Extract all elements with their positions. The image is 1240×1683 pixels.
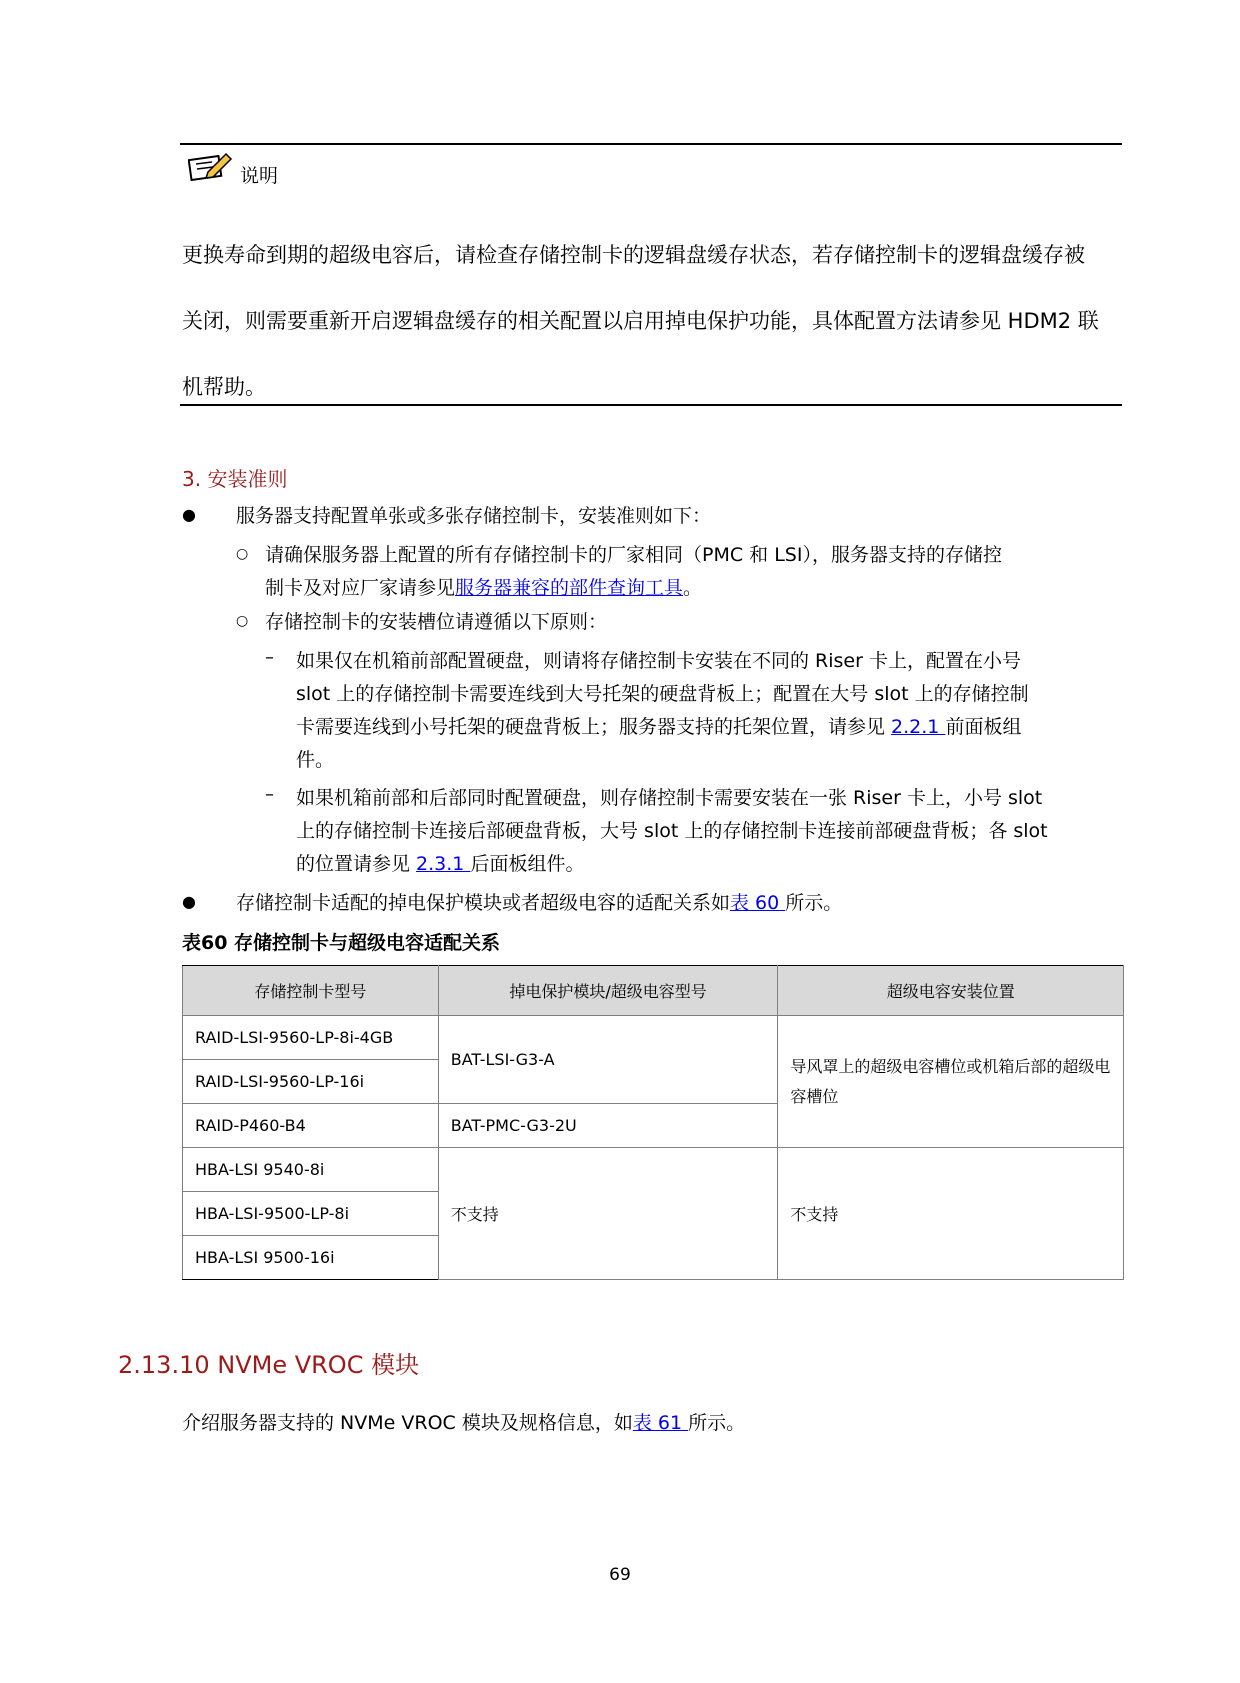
subsection-heading: 2.13.10 NVMe VROC 模块 <box>118 1351 420 1379</box>
intro-paragraph <box>182 1408 745 1435</box>
sub-bullet-circle-icon: ○ <box>236 546 249 562</box>
note-body <box>182 222 1124 420</box>
text-span: 存储控制卡适配的掉电保护模块或者超级电容的适配关系如 <box>236 892 731 914</box>
text-span: 前面板组 <box>945 716 1022 738</box>
bullet-dot-icon: ● <box>182 505 196 524</box>
table-cell: BAT-PMC-G3-2U <box>438 1104 778 1148</box>
dash-text: 上的存储控制卡连接后部硬盘背板，大号 slot 上的存储控制卡连接前部硬盘背板；各 slot <box>296 820 1048 842</box>
text-span: 后面板组件。 <box>470 853 585 875</box>
text-span: 。 <box>683 577 703 599</box>
text-span: 卡需要连线到小号托架的硬盘背板上；服务器支持的托架位置，请参见 <box>296 716 892 738</box>
note-pencil-icon <box>188 150 234 182</box>
dash-text: slot 上的存储控制卡需要连线到大号托架的硬盘背板上；配置在大号 slot 上的存储控制 <box>296 683 1029 705</box>
dash-text: 如果仅在机箱前部配置硬盘，则请将存储控制卡安装在不同的 Riser 卡上，配置在小号 <box>296 650 1021 672</box>
bullet-dot-icon: ● <box>182 892 196 911</box>
table-header: 掉电保护模块/超级电容型号 <box>438 966 778 1016</box>
table-cell: 不支持 <box>438 1148 778 1280</box>
dash-text <box>296 848 584 881</box>
table-cell: HBA-LSI 9500-16i <box>183 1236 439 1280</box>
table-cell: 不支持 <box>778 1148 1124 1280</box>
text-span: 制卡及对应厂家请参见 <box>265 577 456 599</box>
bullet-text: 服务器支持配置单张或多张存储控制卡，安装准则如下： <box>236 505 712 527</box>
bullet-text <box>236 887 842 920</box>
dash-icon: – <box>265 784 274 805</box>
text-span: 的位置请参见 <box>296 853 417 875</box>
table-row <box>183 1016 1124 1060</box>
dash-text: 如果机箱前部和后部同时配置硬盘，则存储控制卡需要安装在一张 Riser 卡上，小号 slot <box>296 787 1043 809</box>
note-line: 关闭，则需要重新开启逻辑盘缓存的相关配置以启用掉电保护功能，具体配置方法请参见 HDM2 联 <box>182 309 1099 333</box>
table-cell: RAID-LSI-9560-LP-16i <box>183 1060 439 1104</box>
note-label: 说明 <box>240 165 279 187</box>
sub-bullet-circle-icon: ○ <box>236 613 249 629</box>
note-top-rule <box>180 143 1122 145</box>
dash-icon: – <box>265 647 274 668</box>
dash-text: 件。 <box>296 749 335 771</box>
table-row <box>183 1148 1124 1192</box>
note-bottom-rule <box>180 404 1122 406</box>
rear-panel-link[interactable]: 2.3.1 <box>416 853 471 875</box>
table-cell: 导风罩上的超级电容槽位或机箱后部的超级电容槽位 <box>778 1016 1124 1148</box>
text-span: 介绍服务器支持的 NVMe VROC 模块及规格信息，如 <box>182 1412 633 1434</box>
table-header: 存储控制卡型号 <box>183 966 439 1016</box>
table-cell: HBA-LSI-9500-LP-8i <box>183 1192 439 1236</box>
dash-text <box>296 711 1021 744</box>
note-line: 更换寿命到期的超级电容后，请检查存储控制卡的逻辑盘缓存状态，若存储控制卡的逻辑盘缓存被 <box>182 243 1085 267</box>
text-span: 所示。 <box>785 892 843 914</box>
table-header: 超级电容安装位置 <box>778 966 1124 1016</box>
table-cell: HBA-LSI 9540-8i <box>183 1148 439 1192</box>
section-heading: 3. 安装准则 <box>182 467 288 491</box>
sub-bullet-text: 存储控制卡的安装槽位请遵循以下原则： <box>265 611 608 633</box>
table-cell: RAID-LSI-9560-LP-8i-4GB <box>183 1016 439 1060</box>
table-61-link[interactable]: 表 61 <box>632 1412 689 1434</box>
text-span: 所示。 <box>688 1412 746 1434</box>
table-header-row <box>183 966 1124 1016</box>
sub-bullet-text <box>265 572 702 605</box>
sub-bullet-text: 请确保服务器上配置的所有存储控制卡的厂家相同（PMC 和 LSI），服务器支持的存储控 <box>265 544 1002 566</box>
table-60-link[interactable]: 表 60 <box>730 892 786 914</box>
table-cell: BAT-LSI-G3-A <box>438 1016 778 1104</box>
note-line: 机帮助。 <box>182 375 266 399</box>
page-number: 69 <box>609 1565 631 1585</box>
compatibility-table <box>182 965 1124 1280</box>
table-caption: 表60 存储控制卡与超级电容适配关系 <box>182 932 501 954</box>
front-panel-link[interactable]: 2.2.1 <box>891 716 946 738</box>
compatibility-tool-link[interactable]: 服务器兼容的部件查询工具 <box>455 577 684 599</box>
table-cell: RAID-P460-B4 <box>183 1104 439 1148</box>
